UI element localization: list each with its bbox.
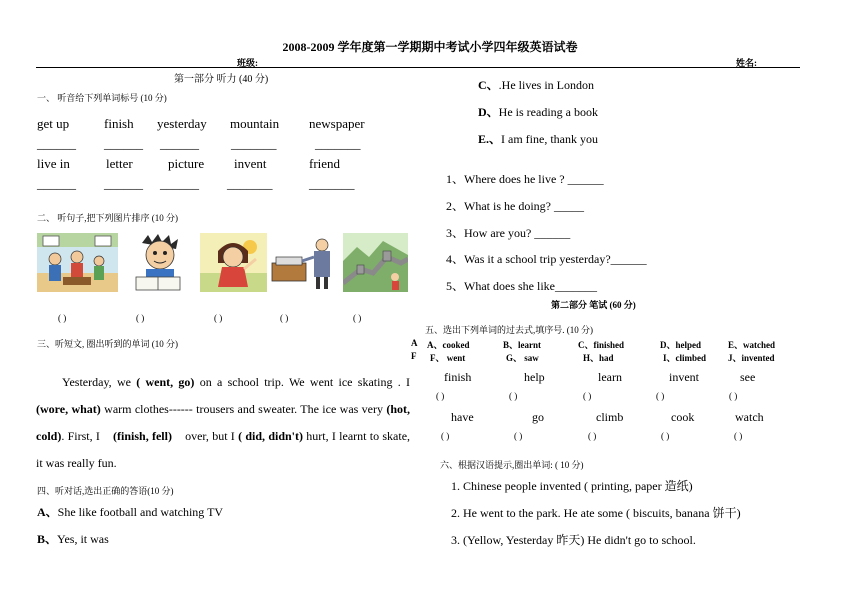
- answer-blank[interactable]: _______: [309, 176, 355, 191]
- q2-heading: 二、 听句子,把下列图片排序 (10 分): [37, 213, 178, 223]
- header-rule: [36, 67, 800, 68]
- answer-bracket[interactable]: ( ): [588, 431, 597, 441]
- choice-circle[interactable]: ( went, go): [136, 375, 195, 389]
- q5-word: finish: [444, 370, 472, 384]
- option-letter: B、: [37, 532, 58, 546]
- q5-word: cook: [671, 410, 695, 424]
- answer-blank[interactable]: _______: [231, 136, 277, 151]
- q1-word: mountain: [230, 116, 280, 131]
- girl-waving-icon: [200, 233, 267, 292]
- answer-bracket[interactable]: ( ): [583, 391, 592, 401]
- answer-blank[interactable]: _______: [315, 136, 361, 151]
- option-letter: C、: [478, 78, 499, 92]
- answer-bracket[interactable]: ( ): [514, 431, 523, 441]
- answer-blank[interactable]: ______: [160, 176, 199, 191]
- q1-word: get up: [37, 116, 70, 131]
- option-text: She like football and watching TV: [57, 505, 224, 519]
- option-letter: A、: [37, 505, 58, 519]
- q1-heading: 一、 听音给下列单词标号 (10 分): [37, 93, 167, 103]
- q6-item[interactable]: 2. He went to the park. He ate some ( biscuits, banana 饼干): [451, 506, 741, 520]
- boy-reading-icon: [126, 233, 193, 292]
- past-option: G、 saw: [506, 353, 539, 363]
- q6-item[interactable]: 1. Chinese people invented ( printing, paper 造纸): [451, 479, 693, 493]
- page-title: 2008-2009 学年度第一学期期中考试小学四年级英语试卷: [282, 40, 578, 54]
- choice-circle[interactable]: (finish, fell): [113, 429, 172, 443]
- answer-bracket[interactable]: ( ): [734, 431, 743, 441]
- choice-circle[interactable]: ( did, didn't): [238, 429, 304, 443]
- passage-text: warm clothes------ trousers and sweater. The ice was very: [104, 402, 383, 416]
- q4-question[interactable]: 4、Was it a school trip yesterday?______: [446, 252, 647, 266]
- q1-word: yesterday: [157, 116, 207, 131]
- q3-heading: 三、听短文, 圈出听到的单词 (10 分): [37, 339, 178, 349]
- past-option: E、watched: [728, 340, 775, 350]
- q5-word: help: [524, 370, 545, 384]
- q1-word: picture: [168, 156, 205, 171]
- q5-word: invent: [669, 370, 699, 384]
- answer-blank[interactable]: ______: [104, 176, 143, 191]
- answer-bracket[interactable]: ( ): [729, 391, 738, 401]
- q1-word: invent: [234, 156, 267, 171]
- answer-bracket[interactable]: ( ): [656, 391, 665, 401]
- man-printing-icon: [270, 233, 337, 292]
- q4-question[interactable]: 1、Where does he live ? ______: [446, 172, 604, 186]
- answer-bracket[interactable]: ( ): [441, 431, 450, 441]
- part1-heading: 第一部分 听力 (40 分): [174, 74, 269, 85]
- order-bracket[interactable]: ( ): [58, 313, 67, 323]
- past-option: A、cooked: [427, 340, 470, 350]
- option-letter: E.、: [478, 132, 502, 146]
- q5-word: go: [532, 410, 544, 424]
- passage-text: Yesterday, we: [62, 375, 131, 389]
- q5-heading: 五、选出下列单词的过去式,填序号. (10 分): [425, 325, 593, 335]
- q1-word: finish: [104, 116, 134, 131]
- option-text: Yes, it was: [57, 532, 109, 546]
- q1-word: letter: [106, 156, 133, 171]
- answer-blank[interactable]: _______: [227, 176, 273, 191]
- answer-option-a: [37, 503, 223, 520]
- q5-word: see: [740, 370, 756, 384]
- past-option: I、climbed: [663, 353, 707, 363]
- family-scene-icon: [37, 233, 118, 292]
- class-label: 班级:: [237, 58, 258, 68]
- answer-blank[interactable]: ______: [37, 136, 76, 151]
- passage-text: hurt, I learnt to skate, it was really fun.: [36, 429, 411, 470]
- past-option: D、helped: [660, 340, 702, 350]
- q4-question[interactable]: 2、What is he doing? _____: [446, 199, 584, 213]
- choice-circle[interactable]: (hot, cold): [36, 402, 411, 443]
- answer-bracket[interactable]: ( ): [436, 391, 445, 401]
- answer-blank[interactable]: ______: [104, 136, 143, 151]
- past-option: B、learnt: [503, 340, 541, 350]
- answer-bracket[interactable]: ( ): [509, 391, 518, 401]
- q3-passage: [36, 369, 410, 477]
- option-text: He is reading a book: [498, 105, 598, 119]
- passage-text: . First, I: [61, 429, 100, 443]
- order-bracket[interactable]: ( ): [214, 313, 223, 323]
- order-bracket[interactable]: ( ): [353, 313, 362, 323]
- q5-word: learn: [598, 370, 622, 384]
- past-option: J、invented: [728, 353, 775, 363]
- choice-circle[interactable]: (wore, what): [36, 402, 101, 416]
- q6-item[interactable]: 3. (Yellow, Yesterday 昨天) He didn't go to school.: [451, 533, 696, 547]
- q1-word: newspaper: [309, 116, 365, 131]
- option-text: .He lives in London: [498, 78, 594, 92]
- q4-heading: 四、听对话,选出正确的答语(10 分): [37, 486, 174, 496]
- q6-heading: 六、根据汉语提示,圈出单词: ( 10 分): [440, 460, 584, 470]
- row-marker: F: [411, 351, 417, 361]
- q5-word: watch: [735, 410, 764, 424]
- answer-option-e: [478, 130, 598, 147]
- answer-option-c: [478, 76, 594, 93]
- option-text: I am fine, thank you: [501, 132, 598, 146]
- row-marker: A: [411, 338, 418, 348]
- q4-question[interactable]: 5、What does she like_______: [446, 279, 597, 293]
- answer-option-b: [37, 530, 109, 547]
- name-label: 姓名:: [736, 58, 757, 68]
- answer-blank[interactable]: ______: [37, 176, 76, 191]
- order-bracket[interactable]: ( ): [280, 313, 289, 323]
- q4-question[interactable]: 3、How are you? ______: [446, 226, 571, 240]
- passage-text: on a school trip. We went ice skating . I: [199, 375, 410, 389]
- answer-blank[interactable]: ______: [160, 136, 199, 151]
- answer-bracket[interactable]: ( ): [661, 431, 670, 441]
- passage-text: over, but I: [185, 429, 235, 443]
- part2-heading: 第二部分 笔试 (60 分): [551, 300, 636, 310]
- great-wall-icon: [343, 233, 408, 292]
- answer-option-d: [478, 103, 598, 120]
- past-option: C、finished: [578, 340, 625, 350]
- q5-word: have: [451, 410, 474, 424]
- past-option: H、had: [583, 353, 614, 363]
- past-option: F、 went: [430, 353, 466, 363]
- option-letter: D、: [478, 105, 499, 119]
- order-bracket[interactable]: ( ): [136, 313, 145, 323]
- q1-word: friend: [309, 156, 341, 171]
- q5-word: climb: [596, 410, 624, 424]
- q1-word: live in: [37, 156, 70, 171]
